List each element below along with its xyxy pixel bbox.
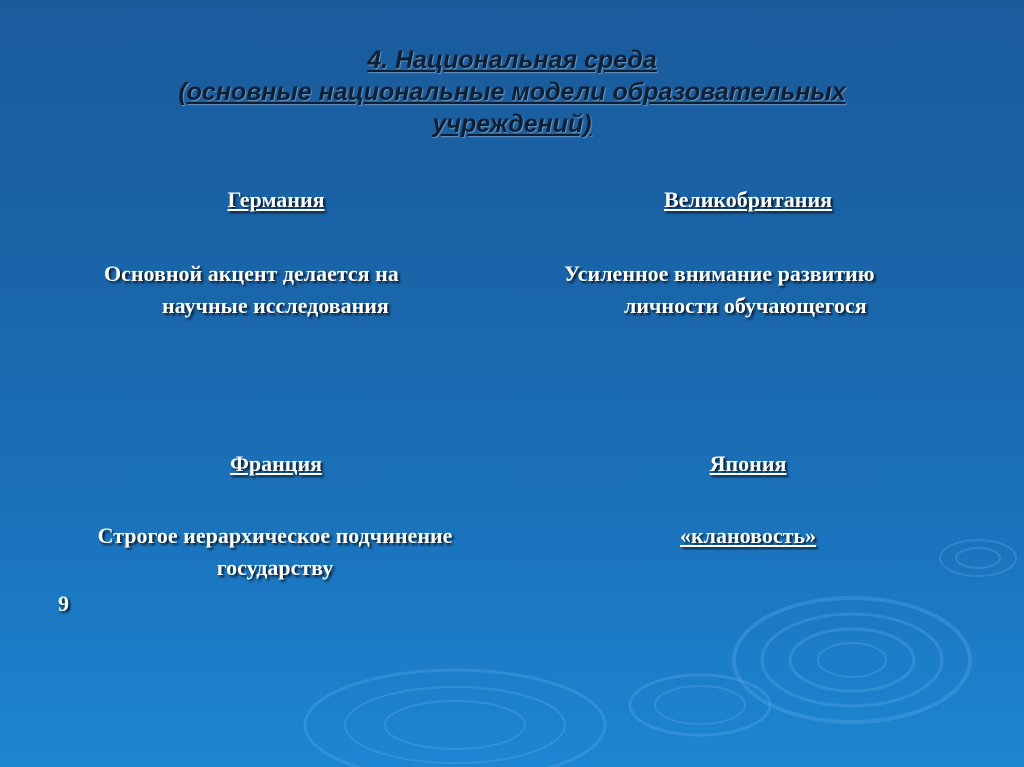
text-france	[40, 520, 510, 584]
heading-britain: Великобритания	[663, 187, 833, 212]
title-line-1: 4. Национальная среда	[367, 46, 657, 74]
heading-germany: Германия	[227, 187, 325, 212]
text-france-line-1: Строгое иерархическое подчинение	[97, 523, 453, 548]
text-france-line-2: государству	[216, 555, 334, 580]
text-germany-line-1: Основной акцент делается на	[104, 261, 399, 286]
heading-japan: Япония	[709, 451, 787, 476]
text-japan-line-1: «клановость»	[679, 523, 817, 548]
text-britain-line-2: личности обучающегося	[624, 293, 867, 318]
slide-number: 9	[58, 591, 69, 616]
text-germany	[60, 258, 500, 322]
text-germany-line-2: научные исследования	[162, 293, 389, 318]
text-britain	[520, 258, 990, 322]
text-japan	[598, 520, 898, 552]
heading-france: Франция	[229, 451, 323, 476]
slide-title	[60, 44, 964, 140]
title-line-3: учреждений)	[432, 110, 592, 138]
title-line-2: (основные национальные модели образовательных	[178, 78, 846, 106]
text-britain-line-1: Усиленное внимание развитию	[564, 261, 875, 286]
